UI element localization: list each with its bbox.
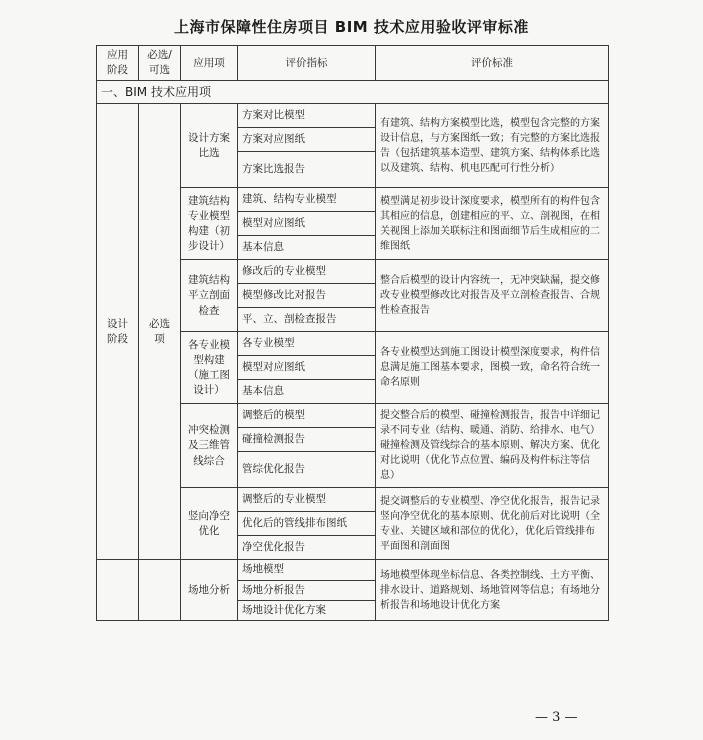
criteria-cell: 整合后模型的设计内容统一，无冲突缺漏，提交修改专业模型修改比对报告及平立剖检查报告、合规性检查报告 xyxy=(376,260,609,332)
header-stage: 应用 阶段 xyxy=(97,46,139,81)
indicator-cell: 建筑、结构专业模型 xyxy=(238,188,376,212)
evaluation-standard-table xyxy=(96,45,609,621)
criteria-cell: 提交整合后的模型、碰撞检测报告，报告中详细记录不同专业（结构、暖通、消防、给排水、电气）碰撞检测及管线综合的基本原则、解决方案、优化对比说明（优化节点位置、编码及构件标注等信息） xyxy=(376,404,609,488)
indicator-cell: 管综优化报告 xyxy=(238,452,376,488)
indicator-cell: 净空优化报告 xyxy=(238,536,376,560)
indicator-cell: 调整后的模型 xyxy=(238,404,376,428)
indicator-cell: 场地设计优化方案 xyxy=(238,600,376,620)
indicator-cell: 模型对应图纸 xyxy=(238,356,376,380)
criteria-cell: 有建筑、结构方案模型比选，模型包含完整的方案设计信息，与方案图纸一致；有完整的方案比选报告（包括建筑基本造型、建筑方案、结构体系比选以及建筑、结构、机电匹配可行性分析） xyxy=(376,104,609,188)
indicator-cell: 修改后的专业模型 xyxy=(238,260,376,284)
page-number: — 3 — xyxy=(535,710,578,725)
section-row xyxy=(97,81,609,104)
indicator-cell: 碰撞检测报告 xyxy=(238,428,376,452)
empty-stage-cell xyxy=(97,560,139,621)
criteria-cell: 场地模型体现坐标信息、各类控制线、土方平衡、排水设计、道路规划、场地管网等信息；有场地分析报告和场地设计优化方案 xyxy=(376,560,609,621)
indicator-cell: 调整后的专业模型 xyxy=(238,488,376,512)
document-title: 上海市保障性住房项目 BIM 技术应用验收评审标准 xyxy=(174,18,529,36)
header-required: 必选/ 可选 xyxy=(139,46,181,81)
table-header-row xyxy=(97,46,609,81)
criteria-cell: 提交调整后的专业模型、净空优化报告，报告记录竖向净空优化的基本原则、优化前后对比说明（全专业、关键区域和部位的优化），优化后管线排布平面图和剖面图 xyxy=(376,488,609,560)
indicator-cell: 平、立、剖检查报告 xyxy=(238,308,376,332)
indicator-cell: 方案对比模型 xyxy=(238,104,376,128)
indicator-cell: 基本信息 xyxy=(238,236,376,260)
application-item-cell: 建筑结构 平立剖面 检查 xyxy=(181,260,238,332)
empty-required-cell xyxy=(139,560,181,621)
header-item: 应用项 xyxy=(181,46,238,81)
indicator-cell: 各专业模型 xyxy=(238,332,376,356)
indicator-cell: 场地模型 xyxy=(238,560,376,580)
indicator-cell: 模型修改比对报告 xyxy=(238,284,376,308)
table-row xyxy=(97,560,609,580)
application-item-cell: 建筑结构 专业模型 构建（初 步设计） xyxy=(181,188,238,260)
stage-cell: 设计 阶段 xyxy=(97,104,139,560)
application-item-cell: 场地分析 xyxy=(181,560,238,621)
application-item-cell: 竖向净空 优化 xyxy=(181,488,238,560)
indicator-cell: 方案对应图纸 xyxy=(238,128,376,152)
application-item-cell: 设计方案 比选 xyxy=(181,104,238,188)
required-cell: 必选 项 xyxy=(139,104,181,560)
indicator-cell: 优化后的管线排布图纸 xyxy=(238,512,376,536)
indicator-cell: 基本信息 xyxy=(238,380,376,404)
criteria-cell: 模型满足初步设计深度要求，模型所有的构件包含其相应的信息，创建相应的平、立、剖视图，在相关视图上添加关联标注和图面细节后生成相应的二维图纸 xyxy=(376,188,609,260)
indicator-cell: 方案比选报告 xyxy=(238,152,376,188)
section-title: 一、BIM 技术应用项 xyxy=(97,81,609,104)
application-item-cell: 冲突检测 及三维管 线综合 xyxy=(181,404,238,488)
application-item-cell: 各专业模 型构建 （施工图 设计） xyxy=(181,332,238,404)
header-criteria: 评价标准 xyxy=(376,46,609,81)
criteria-cell: 各专业模型达到施工图设计模型深度要求，构件信息满足施工图基本要求，图模一致，命名符合统一命名原则 xyxy=(376,332,609,404)
table-row xyxy=(97,104,609,128)
header-indicator: 评价指标 xyxy=(238,46,376,81)
indicator-cell: 模型对应图纸 xyxy=(238,212,376,236)
indicator-cell: 场地分析报告 xyxy=(238,580,376,600)
